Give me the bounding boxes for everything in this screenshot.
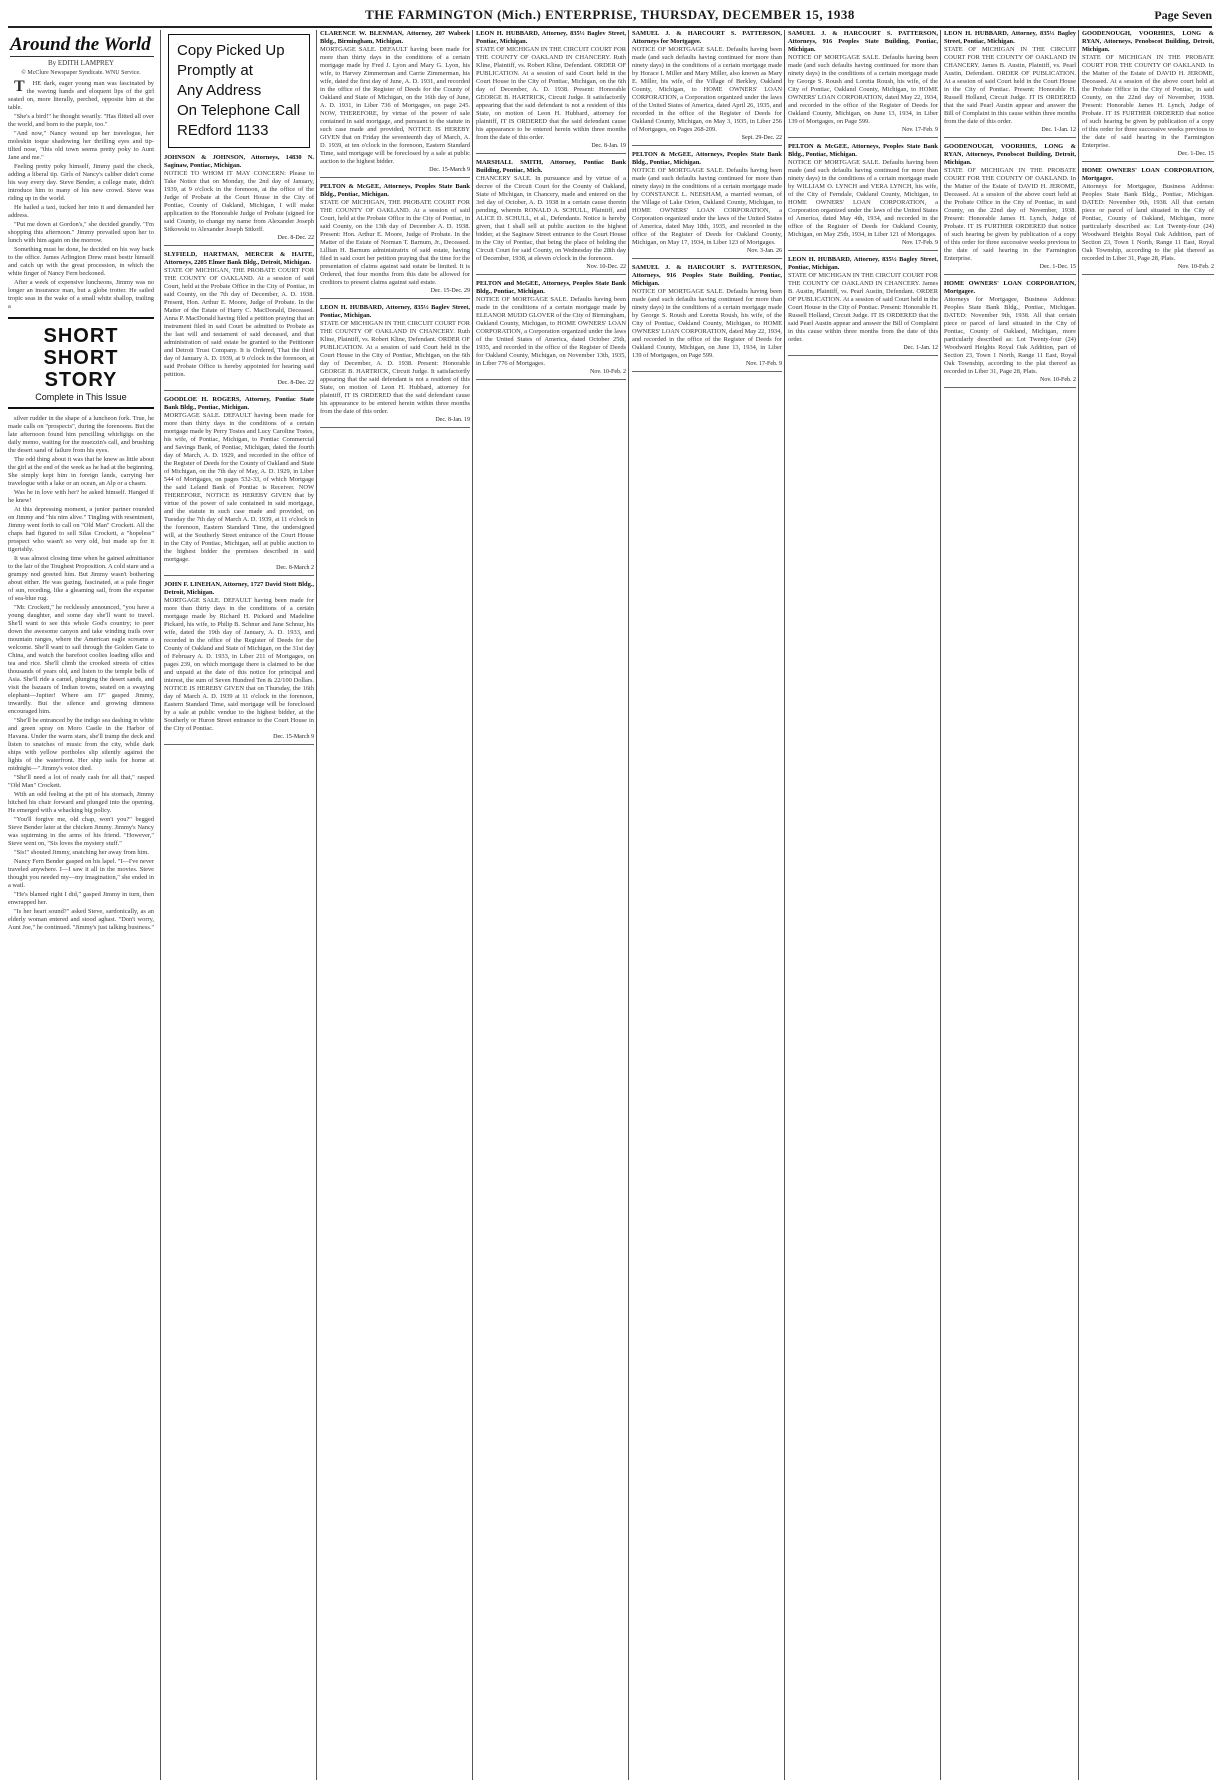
legal-notice (632, 264, 782, 372)
notice-run-dates: Dec. 8-March 2 (276, 565, 314, 571)
legal-notice (1082, 30, 1214, 162)
legal-notice (944, 280, 1076, 388)
notice-divider (164, 390, 314, 391)
story-paragraph: Feeling pretty poky himself, Jimmy paid the check, adding a liberal tip. Girls of Nancy's caliber didn't come his way every day. Steve Bender, a college mate, didn't introduce him to many of his new crowd. Steve was riding up in the world. (8, 163, 154, 202)
notice-divider (944, 274, 1076, 275)
legal-notice (944, 30, 1076, 138)
notice-divider (788, 137, 938, 138)
notice-heading: JOHN F. LINEHAN, Attorney, 1727 David Stott Bldg., Detroit, Michigan. (164, 581, 314, 596)
notice-heading: MARSHALL SMITH, Attorney, Pontiac Bank Building, Pontiac, Mich. (476, 159, 626, 174)
notice-run-dates: Nov. 17-Feb. 9 (746, 361, 782, 367)
legal-notice (788, 143, 938, 251)
notice-heading: SLYFIELD, HARTMAN, MERCER & HAITE, Attorneys, 2205 Elmer Bank Bldg., Detroit, Michigan. (164, 251, 314, 266)
notice-heading: CLARENCE W. BLENMAN, Attorney, 207 Wabeek Bldg., Birmingham, Michigan. (320, 30, 470, 45)
column-legal-notices-1 (160, 30, 314, 1780)
notice-divider (1082, 161, 1214, 162)
story-body-part1 (8, 80, 154, 311)
masthead-title: THE FARMINGTON (Mich.) ENTERPRISE, THURSDAY, DECEMBER 15, 1938 (365, 7, 855, 22)
story-credit: © McClure Newspaper Syndicate. WNU Service. (21, 70, 141, 76)
story-paragraph: The odd thing about it was that he knew as little about the girl at the end of the week as he had at the beginning. She simply kept him in foreign lands, carrying her travelogue with a lake or an ocean, an Alp or a chasm. (8, 456, 154, 487)
legal-notice (1082, 167, 1214, 275)
notices-group (944, 30, 1076, 388)
notice-run-dates: Dec. 8-Jan. 19 (591, 143, 626, 149)
notice-body: NOTICE OF MORTGAGE SALE. Defaults having been made (and such defaults having continued for more than ninety days) in the conditions of a certain mortgage made by Horace I. Miller and Mary Miller, also known as Mary E. Miller, his wife, of the Village of Berkley, Oakland County, Michigan, to HOME OWNERS' LOAN CORPORATION, a Corporation organized under the laws of the United States of America, dated April 26, 1935, and recorded in the office of the Register of Deeds for Oakland County, Michigan, on May 3, 1935, in Liber 256 of Mortgages, on Pages 268-209. (632, 46, 782, 133)
story-paragraph: At this depressing moment, a junior partner rounded on Jimmy and "his nim alive." Tingling with resentment, Jimmy went forth to call on "Old Man" Crockett. All the chaps had figured to sell Silas Crockett, a "hopeless" prospect who wasn't so very old, but made up for it tigerishly. (8, 506, 154, 553)
notice-divider (476, 274, 626, 275)
notice-run-dates: Dec. 1-Jan. 12 (1041, 127, 1076, 133)
story-paragraph: "Put me down at Gordon's," she decided grandly. "I'm shopping this afternoon." Jimmy prevailed upon her to lunch with him again on the morrow. (8, 221, 154, 244)
notice-run-dates: Nov. 17-Feb. 9 (902, 127, 938, 133)
story-paragraph: "Is her heart sound?" asked Steve, sardonically, as an elderly woman entered and stood aghast. "Don't worry, Aunt Joe," he continued. "Jimmy's just talking business." (8, 908, 154, 931)
story-paragraph: silver rudder in the shape of a luncheon fork. True, he made calls on "prospects", during the forenoons. But the late afternoon found him pencilling whirligigs on the daily memo, waiting for the muezzin's call, and brushing the desert sand of failure from his eyes. (8, 415, 154, 454)
notice-run-dates: Nov. 17-Feb. 9 (902, 240, 938, 246)
story-title: Around the World (10, 34, 154, 57)
story-paragraph: It was almost closing time when he gained admittance to the lair of the Toughest Proposition. A cold stare and a grumpy nod greeted him. But Jimmy wasn't bothering about either. He was gazing, fascinated, at a pale finger of sun, receding, like a gleaming sail, from the expanse of sea-blue rug. (8, 555, 154, 602)
notice-body: STATE OF MICHIGAN IN THE PROBATE COURT FOR THE COUNTY OF OAKLAND. In the Matter of the Estate of DAVID H. JEROME, Deceased. At a session of the above court held at the Probate Office in the City of Pontiac, in said County, on the 22nd day of November, 1938. Present: Honorable James H. Lynch, Judge of Probate. IT IS FURTHER ORDERED that notice of such hearing be given by publication of a copy of this order for three successive weeks previous to the date of said hearing in the Farmington Enterprise. (1082, 54, 1214, 149)
notice-divider (944, 387, 1076, 388)
story-paragraph: "She'll be entranced by the indigo sea dashing in white and green spray on Moro Castle in the Harbor of Havana. Under the warm stars, she'll tramp the deck and listen to snatches of music from the city, while dark ships with yellow portholes slip silently against the lights of the waterfront. Her ship sails for home at midnight—" Jimmy's voice died. (8, 717, 154, 772)
story-paragraph: "Mr. Crockett," he recklessly announced, "you have a young daughter, and some day she'll want to travel. She'll want to see this whole God's country; to peer down the awesome canyon and take winding trails over mountain ranges, where the American eagle screams a welcome. She'll want to sail through the Golden Gate to China, and watch the barefoot coolies loading silks and tea and rice. She'll climb the crooked streets of cities thousands of years old, and listen to the temple bells of Asia. She'll ride a camel, plunging the desert sands, and visit the bazaars of Indian towns, seated on a swaying elephant—Jupiter! Where am I?" gasped Jimmy, inwardly. But the silence and growing dimness encouraged him. (8, 604, 154, 715)
notice-divider (788, 355, 938, 356)
column-legal-notices-6 (940, 30, 1076, 1780)
notice-body: STATE OF MICHIGAN IN THE CIRCUIT COURT FOR THE COUNTY OF OAKLAND IN CHANCERY. James B. Austin, Plaintiff, vs. Pearl Austin, Defendant. ORDER OF PUBLICATION. At a session of said Court held in the Court House in the City of Pontiac. Present: Honorable H. Russell Holland, Circuit Judge. IT IS ORDERED that the said Pearl Austin appear and answer the Bill of Complaint in this cause within three months from the date of this order. (944, 46, 1076, 125)
notice-body: MORTGAGE SALE. DEFAULT having been made for more than thirty days in the conditions of a certain mortgage made by Perry Tostes and Lucy Caroline Tostes, his wife, of Pontiac, Michigan, to Pontiac Commercial and Savings Bank, of Pontiac, Michigan, dated the fourth day of March, A. D. 1929, and recorded in the office of the Register of Deeds for the County of Oakland and State of Michigan, on the 7th day of May, A. D. 1929, in Liber 544 of Mortgages, on pages 532-33, of which Mortgage the said Leland Bank of Pontiac is Receiver. NOW THEREFORE, NOTICE IS HEREBY GIVEN that by virtue of the power of sale contained in said mortgage, and the statute in such case made and provided, on Tuesday the 7th day of March A. D. 1939, at 11 o'clock in the forenoon, Eastern Standard Time, the undersigned will, at the Southerly Street entrance of the Court House in the City of Pontiac, Michigan, sell at public auction to the highest bidder the premises described in said mortgage. (164, 412, 314, 563)
notice-divider (788, 250, 938, 251)
legal-notice (632, 151, 782, 259)
short-short-story-subtitle: Complete in This Issue (35, 392, 127, 402)
notice-body: STATE OF MICHIGAN IN THE PROBATE COURT FOR THE COUNTY OF OAKLAND. In the Matter of the Estate of DAVID H. JEROME, Deceased. At a session of the above court held at the Probate Office in the City of Pontiac, in said County, on the 22nd day of November, 1938. Present: Honorable James H. Lynch, Judge of Probate. IT IS FURTHER ORDERED that notice of such hearing be given by publication of a copy of this order for three successive weeks previous to the date of said hearing in the Farmington Enterprise. (944, 167, 1076, 262)
notices-group (1082, 30, 1214, 275)
notices-group (788, 30, 938, 356)
column-legal-notices-4 (628, 30, 782, 1780)
notice-body: Attorneys for Mortgagee, Business Address: Peoples State Bank Bldg., Pontiac, Michigan. DATED: November 9th, 1938. All that certain piece or parcel of land situated in the City of Pontiac, County of Oakland, Michigan, more particularly described as: Lot Twenty-four (24) Woodward Heights Royal Oak Addition, part of Section 23, Town 1 North, Range 11 East, Royal Oak Township, according to the plat thereof as recorded in Liber 31, Page 28, Plats. (944, 296, 1076, 375)
notice-heading: SAMUEL J. & HARCOURT S. PATTERSON, Attorneys for Mortgagee. (632, 30, 782, 45)
legal-notice (164, 396, 314, 576)
notice-divider (164, 245, 314, 246)
notice-run-dates: Dec. 1-Dec. 15 (1039, 264, 1076, 270)
legal-notice (164, 581, 314, 745)
copy-ad-line3: Any Address (177, 82, 262, 99)
notice-divider (164, 744, 314, 745)
legal-notice (320, 183, 470, 299)
notice-body: NOTICE OF MORTGAGE SALE. Defaults having been made (and such defaults having continued for more than ninety days) in the conditions of a certain mortgage made by CONSTANCE L. NEESHAM, a married woman, of the Village of Lake Orion, Oakland County, Michigan, to HOME OWNERS' LOAN CORPORATION, a Corporation organized under the laws of the United States of America, dated May 18th, 1935, and recorded in the office of the Register of Deeds for Oakland County, Michigan, on May 17, 1934, in Liber 123 of Mortgages. (632, 167, 782, 246)
notice-body: NOTICE OF MORTGAGE SALE. Defaults having been made in the conditions of a certain mortgage made by ELEANOR MUDD GLOVER of the City of Birmingham, Oakland County, Michigan, to HOME OWNERS' LOAN CORPORATION, a Corporation organized under the laws of the United States of America, dated October 25th, 1935, and recorded in the office of the Register of Deeds for Oakland County, Michigan, on November 13th, 1935, in Liber 776 of Mortgages. (476, 296, 626, 367)
notice-divider (164, 575, 314, 576)
story-body-part2 (8, 415, 154, 932)
notice-run-dates: Nov. 10-Feb. 2 (590, 369, 626, 375)
notice-heading: PELTON & McGEE, Attorneys, Peoples State Bank Bldg., Pontiac, Michigan. (788, 143, 938, 158)
notices-group (164, 154, 314, 745)
legal-notice (944, 143, 1076, 275)
story-paragraph: He hailed a taxi, tucked her into it and demanded her address. (8, 204, 154, 219)
story-paragraph: "He's blamed right I did," gasped Jimmy in turn, then enwrapped her. (8, 891, 154, 906)
notice-divider (632, 145, 782, 146)
notice-divider (320, 177, 470, 178)
notices-group (632, 30, 782, 372)
notice-body: STATE OF MICHIGAN IN THE CIRCUIT COURT FOR THE COUNTY OF OAKLAND IN CHANCERY. Ruth Kline, Plaintiff, vs. Robert Kline, Defendant. ORDER OF PUBLICATION. At a session of said Court held in the Court House in the City of Pontiac, Michigan, on the 6th day of December, A. D. 1938. Present: Honorable GEORGE B. HARTRICK, Circuit Judge. It satisfactorily appearing that the said defendant is not a resident of this State, on motion of Leon H. Hubbard, attorney for plaintiff, IT IS ORDERED that the said defendant cause his appearance to be entered herein within three months from the date of this order. (320, 320, 470, 415)
copy-ad-phone: REdford 1133 (177, 122, 269, 139)
legal-notice (164, 154, 314, 246)
copy-pickup-ad (168, 34, 310, 148)
story-paragraph: Something must be done, he decided on his way back to the office. James Arlington Drew must bestir himself and catch up with the great procession, in which the white finger of Nancy Fern beckoned. (8, 246, 154, 277)
notice-divider (632, 258, 782, 259)
copy-ad-line2: Promptly at (177, 62, 253, 79)
notice-body: CHANCERY SALE. In pursuance and by virtue of a decree of the Circuit Court for the County of Oakland, State of Michigan, in Chancery, made and entered on the 3rd day of October, A. D. 1938 in a certain cause therein pending, wherein RONALD A. SCHULL, Plaintiff, and ALICE D. SCHULL, et al., Defendants. Notice is hereby given, that I shall sell at public auction to the highest bidder, at the Saginaw Street entrance to the Court House in the City of Pontiac, that being the place of holding the Circuit Court for said County, on Wednesday the 28th day of December, 1938, at eleven o'clock in the forenoon. (476, 175, 626, 262)
legal-notice (476, 280, 626, 380)
notice-run-dates: Dec. 15-March 9 (429, 167, 470, 173)
legal-notice (632, 30, 782, 146)
notice-heading: PELTON & McGEE, Attorneys, Peoples State Bank Bldg., Pontiac, Michigan. (632, 151, 782, 166)
notice-heading: SAMUEL J. & HARCOURT S. PATTERSON, Attorneys, 916 Peoples State Building, Pontiac, Michigan. (788, 30, 938, 53)
story-paragraph: "And now," Nancy wound up her travelogue, her moleskin toque shadowing her thrilling eyes and tip-tilted nose, "this old town seems pretty poky to Aunt Jane and me." (8, 130, 154, 161)
column-feature-story (8, 30, 154, 1780)
notice-heading: LEON H. HUBBARD, Attorney, 835½ Bagley Street, Pontiac, Michigan. (788, 256, 938, 271)
notice-run-dates: Sept. 29-Dec. 22 (741, 135, 782, 141)
notice-divider (632, 371, 782, 372)
legal-notice (320, 304, 470, 428)
story-paragraph: "You'll forgive me, old chap, won't you?" begged Steve Bender later at the chicken Jimmy. Jimmy's Nancy was squirming in the arms of his friend. "However," Steve went on, "Sis loves the mystery stuff." (8, 816, 154, 847)
notice-heading: SAMUEL J. & HARCOURT S. PATTERSON, Attorneys, 916 Peoples State Building, Pontiac, Michigan. (632, 264, 782, 287)
story-paragraph: "She's a bird!" he thought wearily. "Has flitted all over the world, and born to the purple, too." (8, 113, 154, 128)
notices-group (320, 30, 470, 428)
legal-notice (320, 30, 470, 178)
notice-run-dates: Dec. 8-Dec. 22 (277, 380, 314, 386)
column-legal-notices-2 (316, 30, 470, 1780)
legal-notice (476, 159, 626, 275)
story-paragraph: With an odd feeling at the pit of his stomach, Jimmy hitched his chair forward and plunged into the opening. He emerged with a whacking big policy. (8, 791, 154, 814)
notice-run-dates: Nov. 10-Feb. 2 (1178, 264, 1214, 270)
notice-run-dates: Dec. 8-Jan. 19 (435, 417, 470, 423)
notice-run-dates: Dec. 1-Dec. 15 (1177, 151, 1214, 157)
column-legal-notices-7 (1078, 30, 1214, 1780)
notice-divider (1082, 274, 1214, 275)
notice-body: NOTICE OF MORTGAGE SALE. Defaults having been made (and such defaults having continued for more than ninety days) in the conditions of a certain mortgage made by George S. Roush and Loretta Roush, his wife, of the City of Pontiac, Oakland County, Michigan, to HOME OWNERS' LOAN CORPORATION, dated May 22, 1934, and recorded in the office of the Register of Deeds for Oakland County, Michigan, on June 13, 1934, in Liber 139 of Mortgages, on Page 599. (788, 54, 938, 125)
story-byline: By EDITH LAMPREY (47, 59, 115, 67)
notice-heading: GOODLOE H. ROGERS, Attorney, Pontiac State Bank Bldg., Pontiac, Michigan. (164, 396, 314, 411)
notice-body: NOTICE TO WHOM IT MAY CONCERN: Please to Take Notice that on Monday, the 2nd day of January, 1939, at 9 o'clock in the forenoon, at the office of the Judge of Probate at the Court House in the City of Pontiac, County of Oakland, Michigan, I will make application to the Honorable Judge of Probate (signed for said County, to change my name from Alexander Joseph Sitkowski to Alexander Joseph Sitkoff. (164, 170, 314, 233)
notice-body: STATE OF MICHIGAN IN THE CIRCUIT COURT FOR THE COUNTY OF OAKLAND IN CHANCERY. Ruth Kline, Plaintiff, vs. Robert Kline, Defendant. ORDER OF PUBLICATION. At a session of said Court held in the Court House in the City of Pontiac, Michigan, on the 6th day of December, A. D. 1938. Present: Honorable GEORGE B. HARTRICK, Circuit Judge. It satisfactorily appearing that the said defendant is not a resident of this State, on motion of Leon H. Hubbard, attorney for plaintiff, IT IS ORDERED that the said defendant cause his appearance to be entered herein within three months from the date of this order. (476, 46, 626, 141)
page-number: Page Seven (1154, 8, 1212, 22)
notices-group (476, 30, 626, 380)
legal-notice (476, 30, 626, 154)
masthead (8, 4, 1212, 28)
copy-ad-line4: On Telephone Call (177, 102, 301, 119)
notice-heading: LEON H. HUBBARD, Attorney, 835½ Baglev Street, Pontiac, Michigan. (476, 30, 626, 45)
column-legal-notices-5 (784, 30, 938, 1780)
notice-run-dates: Nov. 10-Feb. 2 (1040, 377, 1076, 383)
column-legal-notices-3 (472, 30, 626, 1780)
notice-divider (476, 153, 626, 154)
notice-divider (320, 427, 470, 428)
notice-run-dates: Dec. 15-March 9 (273, 734, 314, 740)
story-paragraph: After a week of expensive luncheons, Jimmy was no longer an insurance man, but a globe trotter. He sailed tropic seas in the wake of a small white shallop, trailing a (8, 279, 154, 310)
story-paragraph: THE dark, eager young man was fascinated by the waving hands and eloquent lips of the girl seated on, more literally, perched, opposite him at the table. (8, 78, 154, 111)
notice-body: MORTGAGE SALE. DEFAULT having been made for more than thirty days in the conditions of a certain mortgage made by Richard H. Pickard and Madeline Pickard, his wife, to Philip B. Schnur and Jane Schnur, his wife, dated the 19th day of January, A. D. 1933, and recorded in the office of the Register of Deeds for the County of Oakland and State of Michigan, on the 31st day of February A. D. 1933, in Liber 211 of Mortgages, on pages 239, on which mortgage there is claimed to be due and unpaid at the date of this notice for principal and interest, the sum of Seven Hundred Ten & 22/100 Dollars. NOTICE IS HEREBY GIVEN that on Thursday, the 16th day of March A. D. 1939 at 11 o'clock in the forenoon, Eastern Standard Time, said mortgage will be foreclosed by a sale at public vendue to the highest bidder, at the Southerly or Huron Street entrance to the Court House in the City of Pontiac. (164, 597, 314, 732)
notice-run-dates: Dec. 8-Dec. 22 (277, 235, 314, 241)
copy-ad-line1: Copy Picked Up (177, 42, 285, 59)
notice-body: STATE OF MICHIGAN, THE PROBATE COURT FOR THE COUNTY OF OAKLAND. At a session of said Court, held at the Probate Office in the City of Pontiac, in said County, on the 13th day of December A. D. 1938. Present: Hon. Arthur E. Moore, Judge of Probate. In the Matter of the Estate of Norman T. Barnum, Jr., Deceased. Lillian H. Barnum administratrix of said estate, having filed in said court her petition praying that the time for the presentation of claims against said estate be limited. It is Ordered, that four months from this date be allowed for creditors to present claims against said estate. (320, 199, 470, 286)
notice-heading: JOHNSON & JOHNSON, Attorneys, 14830 N. Saginaw, Pontiac, Michigan. (164, 154, 314, 169)
short-short-story-banner (8, 317, 154, 409)
legal-notice (164, 251, 314, 391)
story-paragraph: "Sis!" shouted Jimmy, snatching her away from him. (14, 849, 149, 856)
notice-body: MORTGAGE SALE. DEFAULT having been made for more than thirty days in the conditions of a certain mortgage made by Fred J. Lyon and Mary G. Lyon, his wife, to Harvey Zimmerman and Carrie Zimmerman, his wife, dated the first day of June, A. D. 1931, and recorded in the office of the Register of Deeds for the County of Oakland and State of Michigan, on the 16th day of June, A. D. 1931, in Liber 736 of Mortgages, on page 245. NOW, THEREFORE, by virtue of the power of sale contained in said mortgage, and pursuant to the statute in such case made and provided, NOTICE IS HEREBY GIVEN that on Friday the seventeenth day of March, A. D. 1939, at ten o'clock in the forenoon, Eastern Standard Time, said mortgage will be foreclosed by a sale at public auction to the highest bidder. (320, 46, 470, 165)
notice-body: STATE OF MICHIGAN, THE PROBATE COURT FOR THE COUNTY OF OAKLAND. At a session of said Court, held at the Probate Office in the City of Pontiac, in said County, on the 7th day of December, A. D. 1938. Present, Hon. Arthur E. Moore, Judge of Probate. In the Matter of the Estate of Harry C. MacDonald, Deceased. Anna P. MacDonald having filed a petition praying that an instrument filed in said Court be admitted to Probate as the last will and testament of said deceased, and that administration of said estate be granted to the Petitioner and Detroit Trust Company. It is Ordered, That the third day of January A. D. 1939, at 9 o'clock in the forenoon, at said Probate Office is hereby appointed for hearing said petition. (164, 267, 314, 378)
notice-heading: PELTON and McGEE, Attorneys, Peoples State Bank Bldg., Pontiac, Michigan. (476, 280, 626, 295)
notice-heading: LEON H. HUBBARD, Attorney, 835½ Bagley Street, Pontiac, Michigan. (944, 30, 1076, 45)
notice-run-dates: Nov. 3-Jan. 26 (747, 248, 782, 254)
legal-notice (788, 256, 938, 356)
notice-heading: GOODENOUGH, VOORHIES, LONG & RYAN, Attorneys, Penobscot Building, Detroit, Michigan. (1082, 30, 1214, 53)
short-short-story-title: SHORT SHORT STORY (43, 325, 119, 391)
notice-divider (476, 379, 626, 380)
notice-run-dates: Dec. 1-Jan. 12 (903, 345, 938, 351)
notice-heading: PELTON & McGEE, Attorneys, Peoples State Bank Bldg., Pontiac, Michigan. (320, 183, 470, 198)
notice-heading: HOME OWNERS' LOAN CORPORATION, Mortgagee. (1082, 167, 1214, 182)
story-paragraph: Was he in love with her? he asked himself. Hanged if he knew! (8, 489, 154, 504)
notice-heading: LEON H. HUBBARD, Attorney, 835½ Baglev Street, Pontiac, Michigan. (320, 304, 470, 319)
notice-body: Attorneys for Mortgagee, Business Address: Peoples State Bank Bldg., Pontiac, Michigan. DATED: November 9th, 1938. All that certain piece or parcel of land situated in the City of Pontiac, County of Oakland, Michigan, more particularly described as: Lot Twenty-four (24) Woodward Heights Royal Oak Addition, part of Section 23, Town 1 North, Range 11 East, Royal Oak Township, according to the plat thereof as recorded in Liber 31, Page 28, Plats. (1082, 183, 1214, 262)
notice-divider (320, 298, 470, 299)
notice-heading: GOODENOUGH, VOORHIES, LONG & RYAN, Attorneys, Penobscot Building, Detroit, Michigan. (944, 143, 1076, 166)
notice-body: NOTICE OF MORTGAGE SALE. Defaults having been made (and such defaults having continued for more than ninety days) in the conditions of a certain mortgage made by WILLIAM O. LYNCH and VERA LYNCH, his wife, of the City of Ferndale, Oakland County, Michigan, to HOME OWNERS' LOAN CORPORATION, a Corporation organized under the laws of the United States of America, dated May 4th, 1934, and recorded in the office of the Register of Deeds for Oakland County, Michigan, on May 25th, 1934, in Liber 121 of Mortgages. (788, 159, 938, 238)
story-paragraph: Nancy Fern Bender gasped on his lapel. "I—I've never traveled anywhere. I—I saw it all in the movies. Steve thought you needed my—my imagination," she ended in a wail. (8, 858, 154, 889)
notice-run-dates: Dec. 15-Dec. 29 (430, 288, 470, 294)
notice-run-dates: Nov. 10-Dec. 22 (586, 264, 626, 270)
legal-notice (788, 30, 938, 138)
notice-heading: HOME OWNERS' LOAN CORPORATION, Mortgagee. (944, 280, 1076, 295)
story-paragraph: "She'll need a lot of ready cash for all that," rasped "Old Man" Crockett. (8, 774, 154, 789)
notice-divider (944, 137, 1076, 138)
notice-body: STATE OF MICHIGAN IN THE CIRCUIT COURT FOR THE COUNTY OF OAKLAND IN CHANCERY. James B. Austin, Plaintiff, vs. Pearl Austin, Defendant. ORDER OF PUBLICATION. At a session of said Court held in the Court House in the City of Pontiac. Present: Honorable H. Russell Holland, Circuit Judge. IT IS ORDERED that the said Pearl Austin appear and answer the Bill of Complaint in this cause within three months from the date of this order. (788, 272, 938, 343)
notice-body: NOTICE OF MORTGAGE SALE. Defaults having been made (and such defaults having continued for more than ninety days) in the conditions of a certain mortgage made by George S. Roush and Loretta Roush, his wife, of the City of Pontiac, Oakland County, Michigan, to HOME OWNERS' LOAN CORPORATION, dated May 22, 1934, and recorded in the office of the Register of Deeds for Oakland County, Michigan, on June 13, 1934, in Liber 139 of Mortgages, on Page 599. (632, 288, 782, 359)
